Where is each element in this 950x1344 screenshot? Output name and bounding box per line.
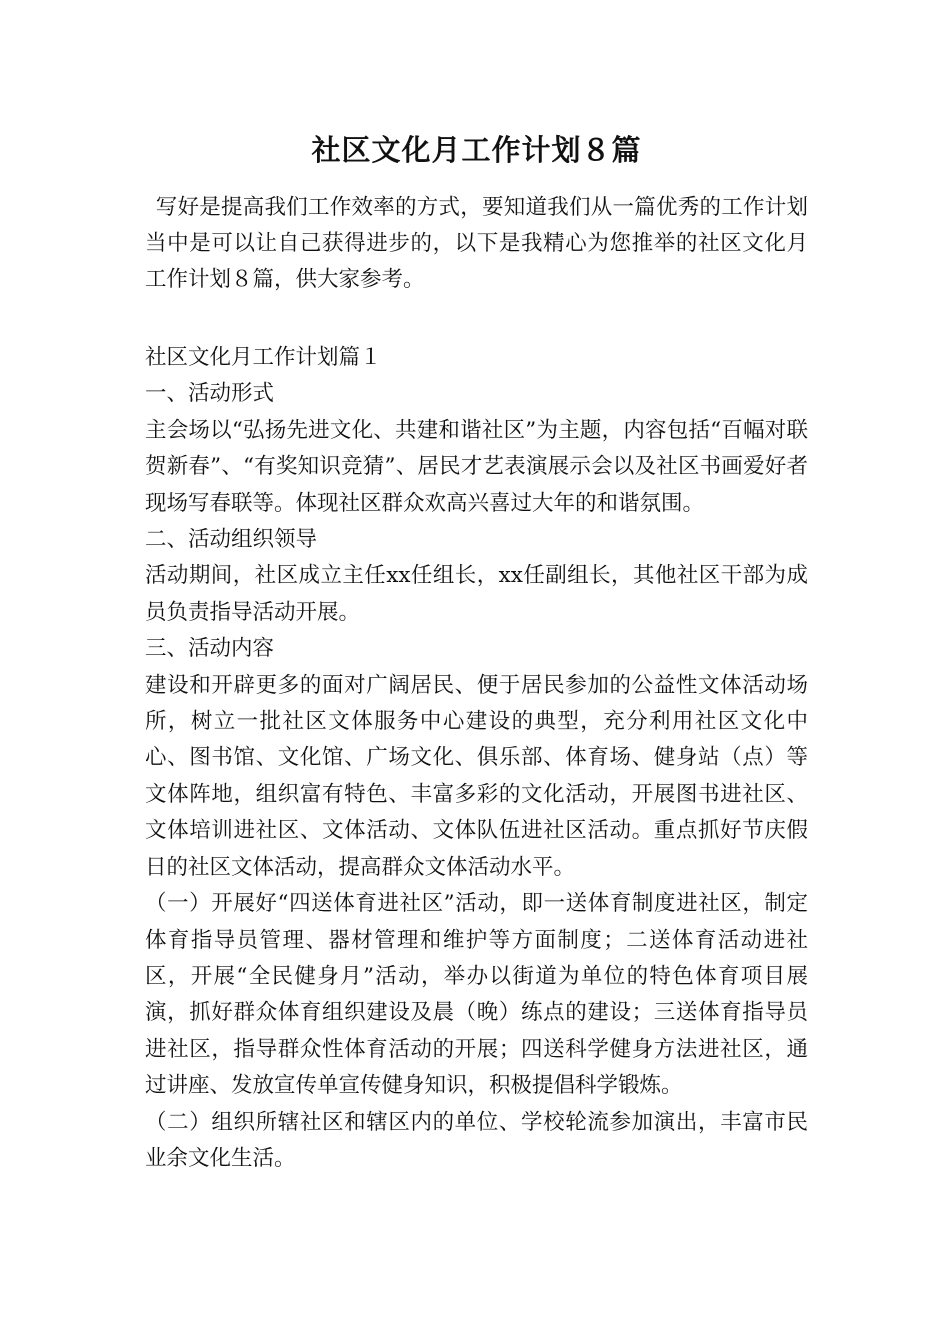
subsection-heading: 三、活动内容 (145, 636, 275, 662)
body-paragraph: 建设和开辟更多的面对广阔居民、便于居民参加的公益性文体活动场所，树立一批社区文体服务中心建设的典型，充分利用社区文化中心、图书馆、文化馆、广场文化、俱乐部、体育场、健身站（点）等文体阵地，组织富有特色、丰富多彩的文化活动，开展图书进社区、文体培训进社区、文体活动、文体队伍进社区活动。重点抓好节庆假日的社区文体活动，提高群众文体活动水平。 (145, 672, 808, 880)
subsection-heading: 二、活动组织领导 (145, 527, 318, 553)
document-title: 社区文化月工作计划８篇 (311, 133, 642, 167)
intro-paragraph: 写好是提高我们工作效率的方式，要知道我们从一篇优秀的工作计划当中是可以让自己获得进步的，以下是我精心为您推举的社区文化月工作计划８篇，供大家参考。 (145, 195, 808, 292)
document-body (145, 340, 808, 1177)
subsection-heading: 一、活动形式 (145, 381, 275, 407)
section-heading: 社区文化月工作计划篇１ (145, 345, 382, 370)
body-paragraph: （一）开展好“四送体育进社区”活动，即一送体育制度进社区，制定体育指导员管理、器材管理和维护等方面制度；二送体育活动进社区，开展“全民健身月”活动，举办以街道为单位的特色体育项目展演，抓好群众体育组织建设及晨（晚）练点的建设；三送体育指导员进社区，指导群众性体育活动的开展；四送科学健身方法进社区，通过讲座、发放宣传单宣传健身知识，积极提倡科学锻炼。 (145, 891, 808, 1099)
body-paragraph: 活动期间，社区成立主任xx任组长，xx任副组长，其他社区干部为成员负责指导活动开展。 (145, 563, 808, 625)
body-paragraph: （二）组织所辖社区和辖区内的单位、学校轮流参加演出，丰富市民业余文化生活。 (145, 1109, 808, 1171)
body-paragraph: 主会场以“弘扬先进文化、共建和谐社区”为主题，内容包括“百幅对联贺新春”、“有奖知识竞猜”、居民才艺表演展示会以及社区书画爱好者现场写春联等。体现社区群众欢高兴喜过大年的和谐氛围。 (145, 417, 808, 516)
